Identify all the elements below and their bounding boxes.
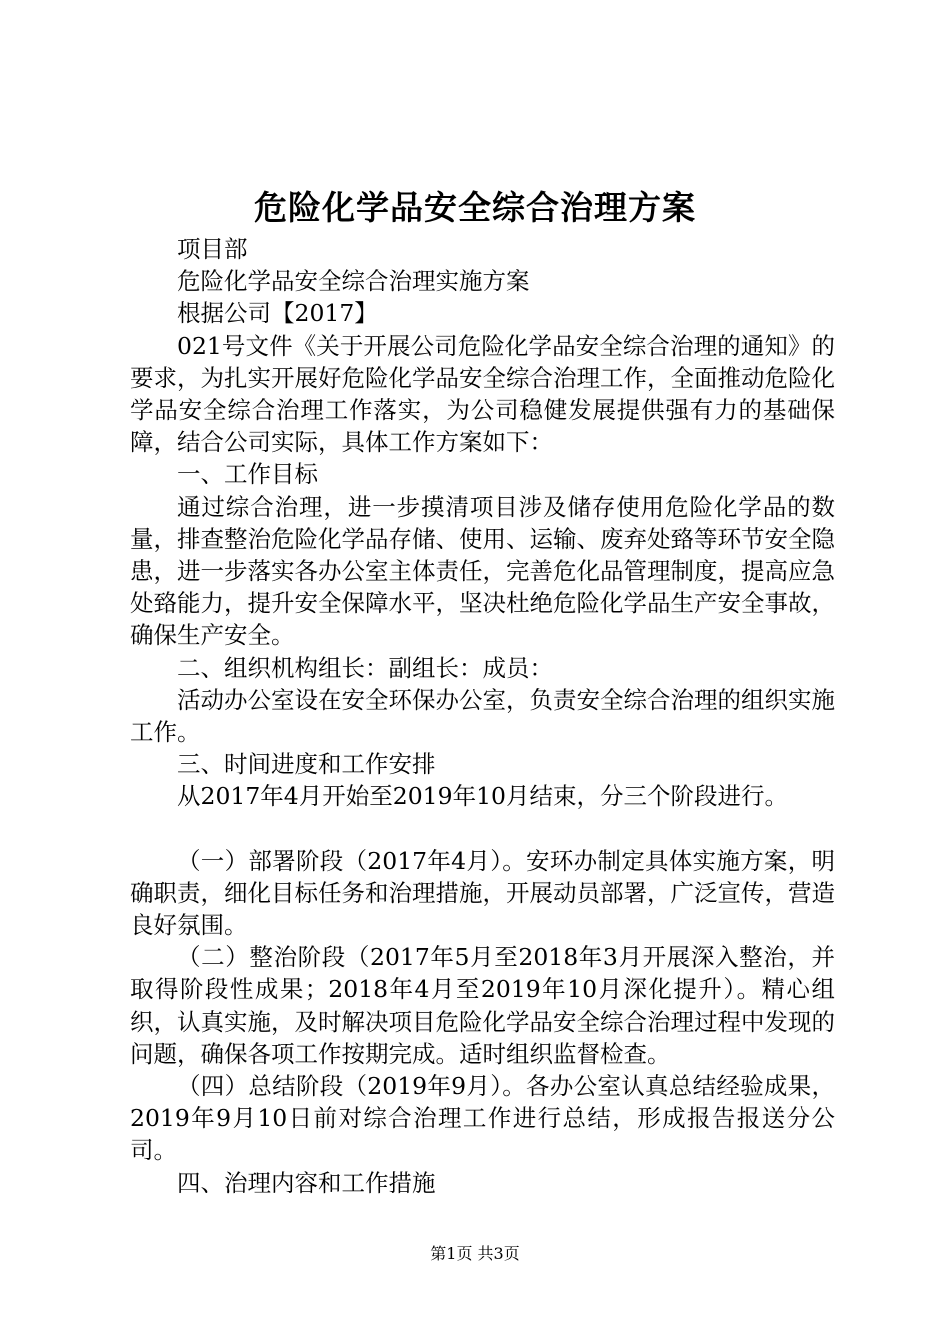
heading-schedule: 三、时间进度和工作安排 [177, 750, 436, 779]
paragraph-stage-deploy: （一）部署阶段（2017年4月）。安环办制定具体实施方案，明确职责，细化目标任务和治理措施，开展动员部署，广泛宣传，营造良好氛围。 [130, 846, 835, 940]
heading-organization: 二、组织机构组长：副组长：成员： [177, 653, 553, 682]
heading-measures: 四、治理内容和工作措施 [177, 1168, 436, 1197]
paragraph-schedule: 从2017年4月开始至2019年10月结束，分三个阶段进行。 [177, 782, 788, 811]
document-body [130, 233, 835, 1199]
paragraph-intro: 021号文件《关于开展公司危险化学品安全综合治理的通知》的要求，为扎实开展好危险化学品安全综合治理工作，全面推动危险化学品安全综合治理工作落实，为公司稳健发展提供强有力的基础保障，结合公司实际，具体工作方案如下： [130, 331, 835, 457]
paragraph-stage-summary: （四）总结阶段（2019年9月）。各办公室认真总结经验成果，2019年9月10日前对综合治理工作进行总结，形成报告报送分公司。 [130, 1072, 835, 1165]
heading-work-goal: 一、工作目标 [177, 460, 318, 489]
paragraph-organization: 活动办公室设在安全环保办公室，负责安全综合治理的组织实施工作。 [130, 685, 835, 747]
paragraph-basis: 根据公司【2017】 [177, 299, 378, 328]
paragraph-work-goal: 通过综合治理，进一步摸清项目涉及储存使用危险化学品的数量，排查整治危险化学品存储、使用、运输、废弃处臵等环节安全隐患，进一步落实各办公室主体责任，完善危化品管理制度，提高应急处臵能力，提升安全保障水平，坚决杜绝危险化学品生产安全事故，确保生产安全。 [130, 492, 835, 650]
paragraph-stage-rectify: （二）整治阶段（2017年5月至2018年3月开展深入整治，并取得阶段性成果；2018年4月至2019年10月深化提升）。精心组织，认真实施，及时解决项目危险化学品安全综合治理过程中发现的问题，确保各项工作按期完成。适时组织监督检查。 [130, 943, 835, 1068]
paragraph-department: 项目部 [177, 235, 248, 263]
paragraph-plan-name: 危险化学品安全综合治理实施方案 [177, 267, 530, 296]
document-title: 危险化学品安全综合治理方案 [254, 188, 696, 227]
page-number: 第1页 共3页 [430, 1244, 520, 1263]
